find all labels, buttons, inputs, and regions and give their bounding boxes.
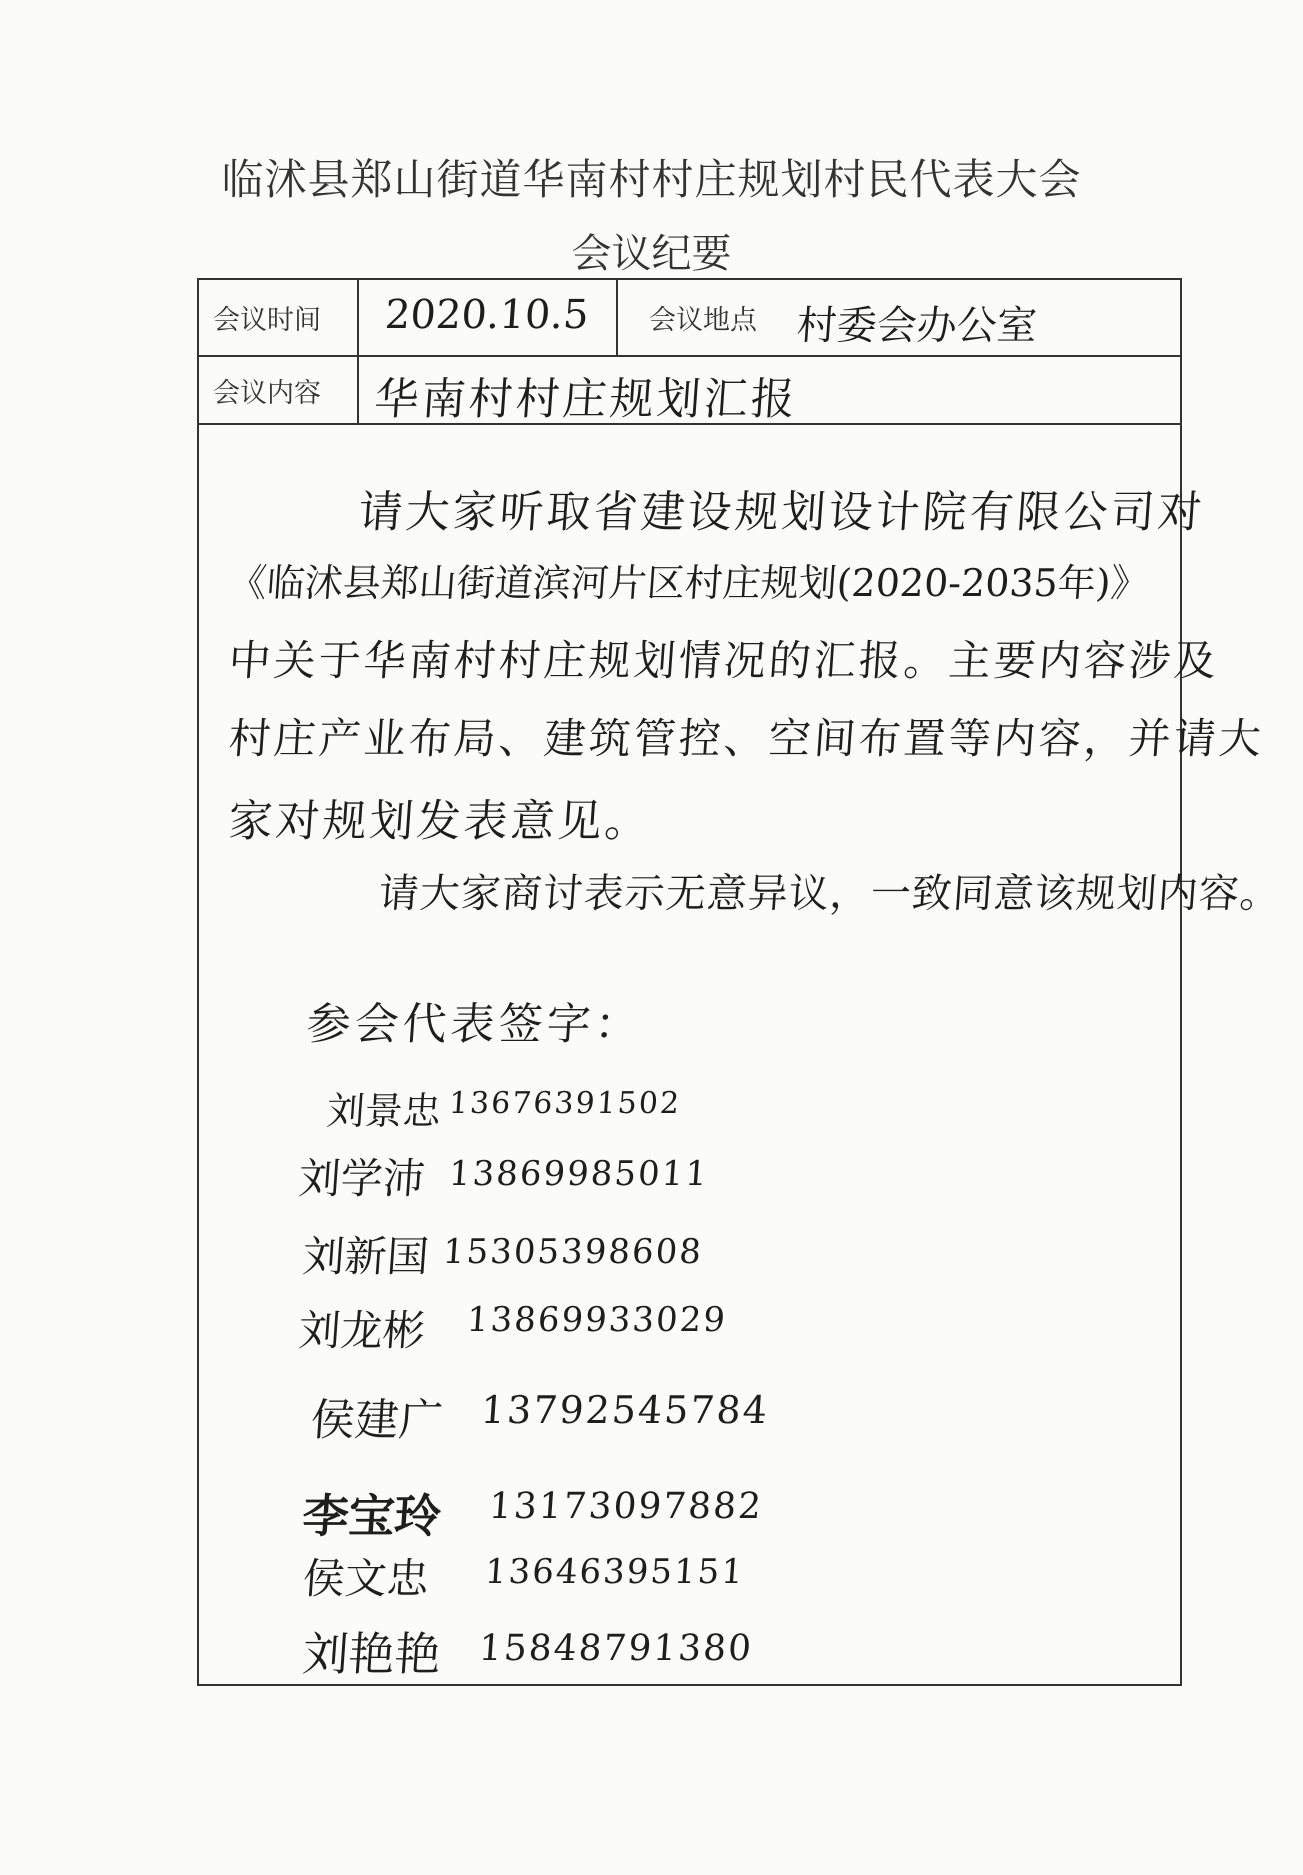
content-label: 会议内容 (213, 377, 321, 409)
location-label: 会议地点 (649, 305, 757, 336)
body-line: 家对规划发表意见。 (226, 796, 654, 847)
body-line: 请大家听取省建设规划设计院有限公司对 (356, 487, 1207, 538)
divider (357, 280, 359, 355)
signature-header: 参会代表签字： (304, 999, 645, 1050)
time-label: 会议时间 (213, 305, 321, 336)
time-value: 2020.10.5 (383, 292, 591, 338)
signature-name: 刘龙彬 (297, 1306, 427, 1355)
signature-name: 李宝玲 (300, 1489, 443, 1543)
body-line: 《临沭县郑山街道滨河片区村庄规划(2020-2035年)》 (227, 561, 1151, 605)
body-line: 请大家商讨表示无意异议，一致同意该规划内容。 (377, 871, 1283, 917)
signature-name: 刘艳艳 (300, 1627, 443, 1681)
signature-phone: 15848791380 (477, 1628, 755, 1669)
signature-phone: 13173097882 (487, 1486, 765, 1527)
location-value: 村委会办公室 (795, 303, 1039, 349)
signature-name: 刘景忠 (325, 1089, 443, 1133)
form-row-time-location (199, 280, 1180, 357)
document-title: 临沭县郑山街道华南村村庄规划村民代表大会 (221, 155, 1082, 204)
body-line: 中关于华南村村庄规划情况的汇报。主要内容涉及 (227, 636, 1221, 685)
signature-phone: 13869933029 (465, 1300, 729, 1340)
minutes-form (197, 278, 1283, 1686)
signature-name: 侯建广 (308, 1395, 445, 1446)
signature-phone: 13869985011 (447, 1154, 711, 1194)
signature-phone: 13646395151 (483, 1552, 747, 1592)
signature-name: 侯文忠 (301, 1554, 431, 1603)
form-row-content (199, 357, 1180, 425)
signature-phone: 15305398608 (441, 1232, 705, 1272)
document-subtitle: 会议纪要 (571, 231, 732, 277)
content-value: 华南村村庄规划汇报 (372, 374, 800, 425)
signature-name: 刘学沛 (297, 1154, 427, 1203)
signature-phone: 13792545784 (479, 1388, 771, 1432)
divider (357, 357, 359, 423)
signature-phone: 13676391502 (447, 1086, 683, 1121)
signature-name: 刘新国 (301, 1232, 431, 1281)
body-line: 村庄产业布局、建筑管控、空间布置等内容，并请大 (227, 714, 1266, 763)
divider (616, 280, 618, 355)
